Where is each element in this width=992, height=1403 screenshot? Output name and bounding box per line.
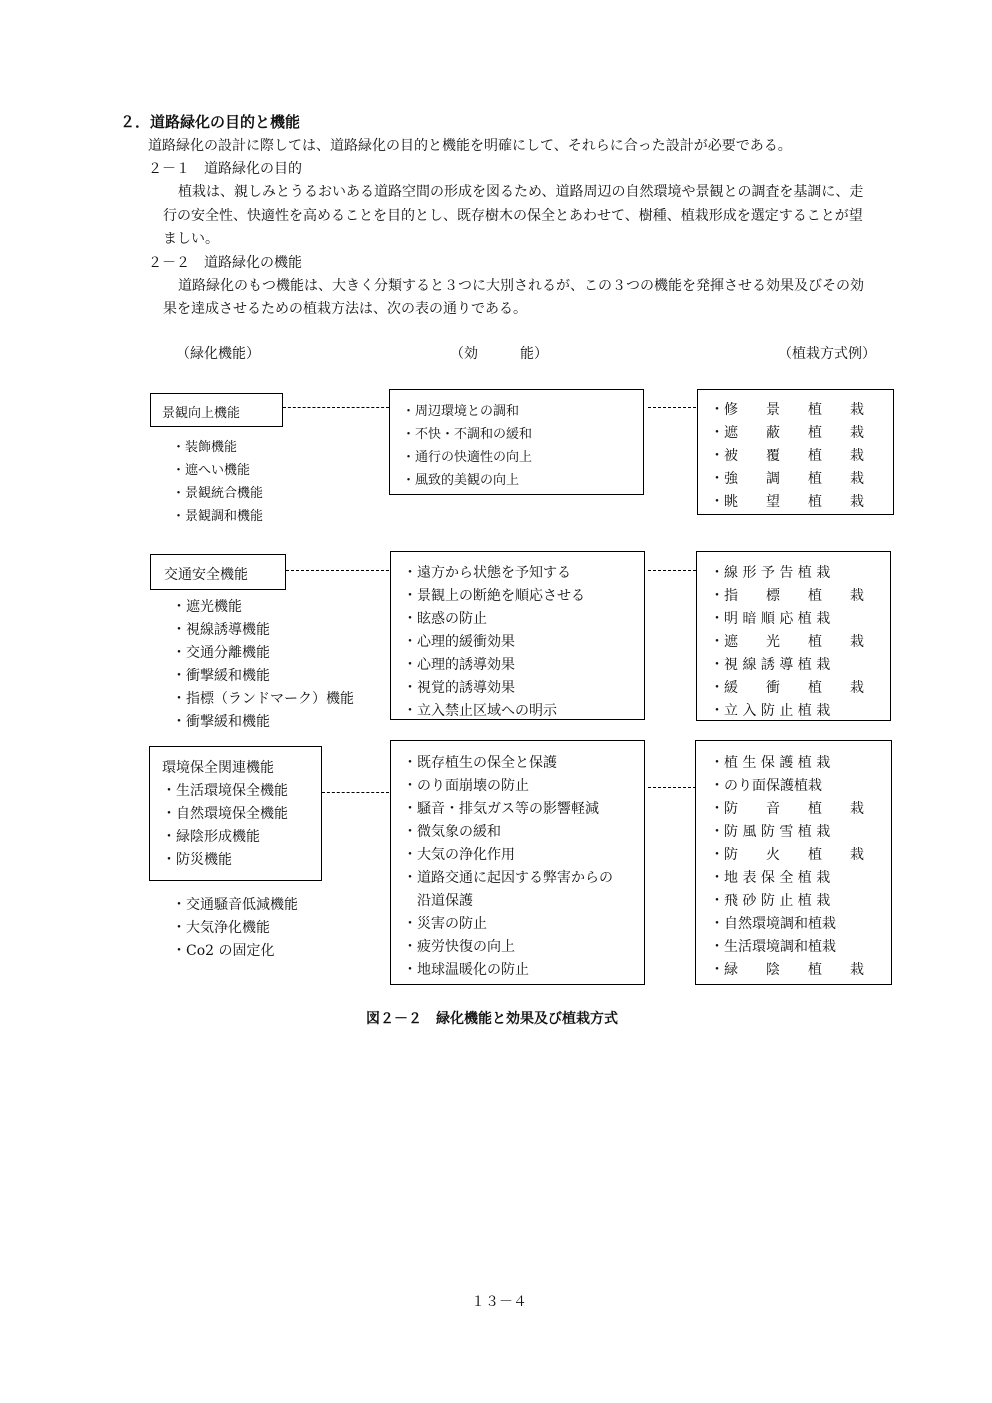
connector-line	[283, 407, 389, 408]
function-sub-item: ・生活環境保全機能	[162, 783, 288, 799]
method-item: ・被 覆 植 栽	[710, 448, 864, 464]
effect-item: ・景観上の断絶を順応させる	[403, 588, 585, 604]
function-title: 景観向上機能	[162, 406, 241, 421]
effect-item: ・のり面崩壊の防止	[403, 778, 529, 794]
connector-line	[648, 407, 696, 408]
method-item: ・防 風 防 雪 植 栽	[710, 824, 831, 840]
method-item: ・視 線 誘 導 植 栽	[710, 657, 831, 673]
function-sub-item: ・景観統合機能	[172, 486, 264, 501]
method-item: ・植 生 保 護 植 栽	[710, 755, 831, 771]
function-extra-item: ・交通騒音低減機能	[172, 897, 298, 913]
effect-item: ・既存植生の保全と保護	[403, 755, 557, 771]
function-sub-item: ・装飾機能	[172, 440, 238, 455]
method-item: ・眺 望 植 栽	[710, 494, 864, 510]
method-item: ・緩 衝 植 栽	[710, 680, 864, 696]
function-title: 交通安全機能	[164, 567, 248, 583]
purpose-line: 植栽は、親しみとうるおいある道路空間の形成を図るため、道路周辺の自然環境や景観との調査を基調に、走	[178, 184, 864, 200]
effect-item: 沿道保護	[403, 893, 473, 909]
effect-item: ・眩惑の防止	[403, 611, 487, 627]
method-item: ・防 火 植 栽	[710, 847, 864, 863]
method-item: ・地 表 保 全 植 栽	[710, 870, 831, 886]
subsection-title-functions: ２－２ 道路緑化の機能	[148, 255, 302, 271]
function-sub-item: ・緑陰形成機能	[162, 829, 260, 845]
functions-line: 道路緑化のもつ機能は、大きく分類すると３つに大別されるが、この３つの機能を発揮させる効果及びその効	[178, 278, 864, 294]
function-sub-item: ・防災機能	[162, 852, 232, 868]
page-number: １３－４	[471, 1294, 527, 1310]
method-item: ・遮 光 植 栽	[710, 634, 864, 650]
method-item: ・自然環境調和植栽	[710, 916, 836, 932]
method-item: ・指 標 植 栽	[710, 588, 864, 604]
effect-item: ・地球温暖化の防止	[403, 962, 529, 978]
effect-item: ・心理的誘導効果	[403, 657, 515, 673]
effect-item: ・風致的美観の向上	[402, 473, 520, 488]
column-header-effect: （効 能）	[450, 346, 548, 362]
function-sub-item: ・視線誘導機能	[172, 622, 270, 638]
effect-item: ・大気の浄化作用	[403, 847, 515, 863]
effect-item: ・周辺環境との調和	[402, 404, 520, 419]
function-sub-item: ・自然環境保全機能	[162, 806, 288, 822]
effect-item: ・心理的緩衝効果	[403, 634, 515, 650]
effect-item: ・疲労快復の向上	[403, 939, 515, 955]
method-item: ・強 調 植 栽	[710, 471, 864, 487]
method-item: ・のり面保護植栽	[710, 778, 822, 794]
method-item: ・明 暗 順 応 植 栽	[710, 611, 831, 627]
function-sub-item: ・衝撃緩和機能	[172, 714, 270, 730]
method-item: ・線 形 予 告 植 栽	[710, 565, 831, 581]
effect-item: ・遠方から状態を予知する	[403, 565, 571, 581]
connector-line	[648, 787, 696, 788]
connector-line	[286, 570, 389, 571]
column-header-method: （植栽方式例）	[778, 346, 876, 362]
method-item: ・修 景 植 栽	[710, 402, 864, 418]
method-item: ・緑 陰 植 栽	[710, 962, 864, 978]
connector-line	[648, 570, 696, 571]
functions-line: 果を達成させるための植栽方法は、次の表の通りである。	[163, 301, 527, 317]
function-sub-item: ・遮へい機能	[172, 463, 251, 478]
method-item: ・生活環境調和植栽	[710, 939, 836, 955]
effect-item: ・視覚的誘導効果	[403, 680, 515, 696]
purpose-line: 行の安全性、快適性を高めることを目的とし、既存樹木の保全とあわせて、樹種、植栽形成を選定することが望	[163, 208, 863, 224]
effect-item: ・立入禁止区域への明示	[403, 703, 557, 719]
function-sub-item: ・衝撃緩和機能	[172, 668, 270, 684]
method-item: ・飛 砂 防 止 植 栽	[710, 893, 831, 909]
purpose-line: ましい。	[163, 231, 219, 247]
method-item: ・遮 蔽 植 栽	[710, 425, 864, 441]
method-item: ・防 音 植 栽	[710, 801, 864, 817]
effect-item: ・微気象の緩和	[403, 824, 501, 840]
function-sub-item: ・指標（ランドマーク）機能	[172, 691, 354, 707]
function-sub-item: ・遮光機能	[172, 599, 242, 615]
figure-caption: 図２－２ 緑化機能と効果及び植栽方式	[366, 1011, 618, 1027]
column-header-function: （緑化機能）	[176, 346, 260, 362]
effect-item: ・不快・不調和の緩和	[402, 427, 533, 442]
subsection-title-purpose: ２－１ 道路緑化の目的	[148, 161, 302, 177]
function-title: 環境保全関連機能	[162, 760, 274, 776]
effect-item: ・通行の快適性の向上	[402, 450, 533, 465]
effect-item: ・災害の防止	[403, 916, 487, 932]
function-extra-item: ・Co2 の固定化	[172, 943, 275, 959]
effect-item: ・道路交通に起因する弊害からの	[403, 870, 613, 886]
method-item: ・立 入 防 止 植 栽	[710, 703, 831, 719]
section-heading: ２．道路緑化の目的と機能	[120, 113, 301, 131]
connector-line	[322, 792, 389, 793]
function-sub-item: ・交通分離機能	[172, 645, 270, 661]
function-sub-item: ・景観調和機能	[172, 509, 264, 524]
effect-item: ・騒音・排気ガス等の影響軽減	[403, 801, 599, 817]
function-extra-item: ・大気浄化機能	[172, 920, 270, 936]
intro-text: 道路緑化の設計に際しては、道路緑化の目的と機能を明確にして、それらに合った設計が必要である。	[148, 138, 792, 154]
